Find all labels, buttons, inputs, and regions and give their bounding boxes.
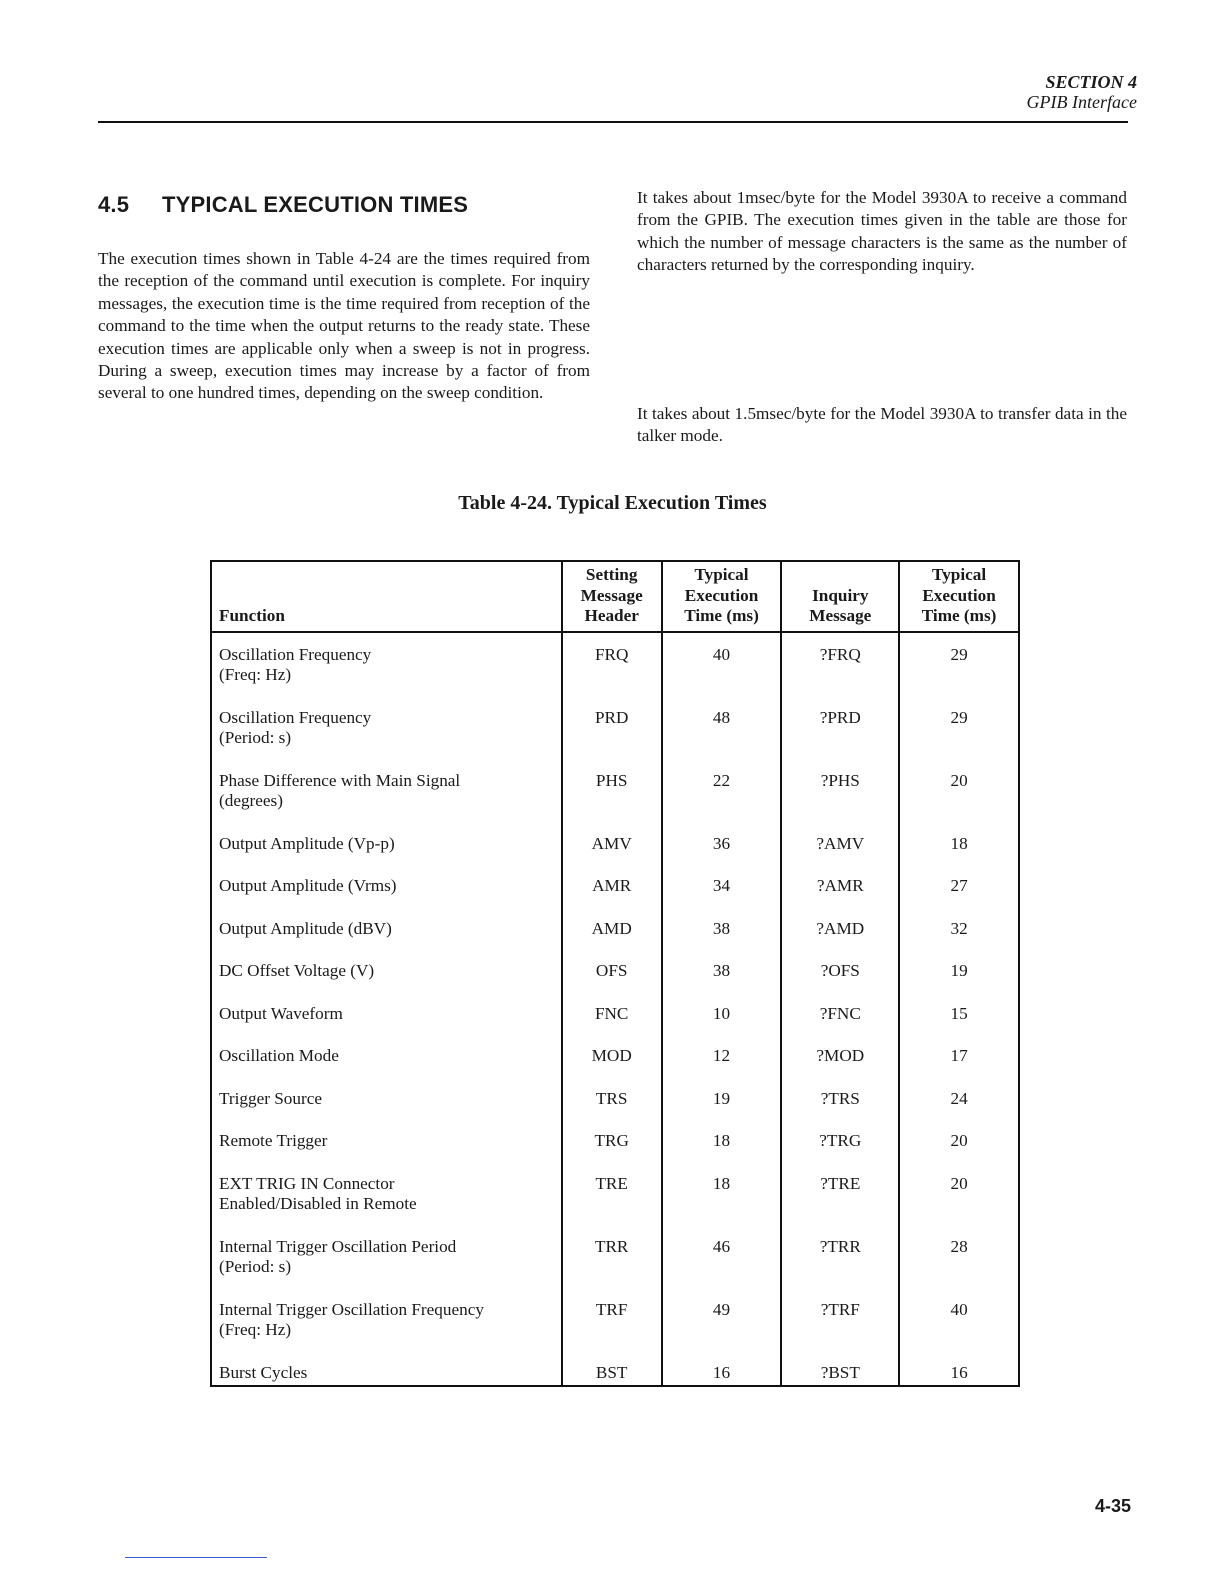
function-detail: (Freq: Hz) <box>219 1320 292 1339</box>
intro-paragraph: The execution times shown in Table 4-24 are the times required from the reception of the command until execution is complete. For inquiry messages, the execution time is the time required from reception of the command to the time when the output returns to the ready state. These execution times are applicable only when a sweep is not in progress. During a sweep, execution times may increase by a factor of from several to one hundred times, depending on the sweep condition. <box>98 249 590 403</box>
table-row <box>211 771 1019 834</box>
inquiry-message-cell: ?MOD <box>781 1046 899 1089</box>
inquiry-exec-time-cell: 20 <box>899 1131 1019 1174</box>
function-name: Remote Trigger <box>219 1131 328 1150</box>
setting-header-cell: TRE <box>562 1174 662 1237</box>
execution-times-table <box>210 560 1020 1387</box>
setting-header-cell: PHS <box>562 771 662 834</box>
table-row <box>211 961 1019 1004</box>
setting-exec-time-cell: 49 <box>662 1300 782 1363</box>
function-name: Output Amplitude (Vrms) <box>219 876 397 895</box>
function-cell <box>211 1089 562 1132</box>
function-name: Trigger Source <box>219 1088 322 1108</box>
inquiry-message-cell: ?FRQ <box>781 632 899 708</box>
table-row <box>211 1131 1019 1174</box>
table-row <box>211 834 1019 877</box>
inquiry-exec-time-cell: 28 <box>899 1237 1019 1300</box>
header-inquiry-message: Inquiry Message <box>781 561 899 632</box>
setting-exec-time-cell: 36 <box>662 834 782 877</box>
table-row <box>211 632 1019 708</box>
inquiry-message-cell: ?FNC <box>781 1004 899 1047</box>
function-detail: (Freq: Hz) <box>219 665 292 684</box>
setting-exec-time-cell: 18 <box>662 1131 782 1174</box>
function-cell <box>211 1131 562 1174</box>
table-row <box>211 876 1019 919</box>
inquiry-exec-time-cell: 15 <box>899 1004 1019 1047</box>
setting-header-cell: TRG <box>562 1131 662 1174</box>
heading-title: TYPICAL EXECUTION TIMES <box>162 192 469 217</box>
inquiry-exec-time-cell: 32 <box>899 919 1019 962</box>
function-name: Oscillation Mode <box>219 1046 339 1065</box>
inquiry-exec-time-cell: 27 <box>899 876 1019 919</box>
table-row <box>211 1004 1019 1047</box>
setting-exec-time-cell: 38 <box>662 919 782 962</box>
header-setting-exec-time: Typical Execution Time (ms) <box>662 561 782 632</box>
setting-exec-time-cell: 48 <box>662 708 782 771</box>
function-cell <box>211 1046 562 1089</box>
table-body <box>211 632 1019 1387</box>
table-row <box>211 1046 1019 1089</box>
function-name: Internal Trigger Oscillation Period <box>219 1236 457 1256</box>
function-name: EXT TRIG IN Connector <box>219 1173 395 1193</box>
setting-exec-time-cell: 19 <box>662 1089 782 1132</box>
inquiry-message-cell: ?TRS <box>781 1089 899 1132</box>
inquiry-exec-time-cell: 16 <box>899 1363 1019 1387</box>
setting-exec-time-cell: 22 <box>662 771 782 834</box>
setting-header-cell: AMD <box>562 919 662 962</box>
heading-number: 4.5 <box>98 192 130 217</box>
function-detail: (Period: s) <box>219 1257 292 1276</box>
setting-header-cell: TRF <box>562 1300 662 1363</box>
function-detail: (degrees) <box>219 791 283 810</box>
setting-exec-time-cell: 16 <box>662 1363 782 1387</box>
function-name: Oscillation Frequency <box>219 644 372 664</box>
header-inquiry-exec-time: Typical Execution Time (ms) <box>899 561 1019 632</box>
inquiry-message-cell: ?AMV <box>781 834 899 877</box>
section-heading <box>98 192 468 218</box>
setting-header-cell: TRS <box>562 1089 662 1132</box>
header-setting-message: Setting Message Header <box>562 561 662 632</box>
inquiry-message-cell: ?AMR <box>781 876 899 919</box>
section-label: SECTION 4 <box>1045 72 1137 92</box>
inquiry-message-cell: ?TRG <box>781 1131 899 1174</box>
setting-header-cell: TRR <box>562 1237 662 1300</box>
footer-link-underline <box>125 1557 267 1558</box>
header-rule <box>98 121 1128 123</box>
setting-header-cell: FRQ <box>562 632 662 708</box>
table-row <box>211 1300 1019 1363</box>
setting-header-cell: FNC <box>562 1004 662 1047</box>
inquiry-exec-time-cell: 29 <box>899 632 1019 708</box>
setting-exec-time-cell: 18 <box>662 1174 782 1237</box>
setting-exec-time-cell: 12 <box>662 1046 782 1089</box>
table-row <box>211 1089 1019 1132</box>
table-header-row <box>211 561 1019 632</box>
function-cell <box>211 1004 562 1047</box>
function-cell <box>211 1300 562 1363</box>
inquiry-message-cell: ?PHS <box>781 771 899 834</box>
inquiry-exec-time-cell: 29 <box>899 708 1019 771</box>
inquiry-exec-time-cell: 20 <box>899 1174 1019 1237</box>
inquiry-exec-time-cell: 18 <box>899 834 1019 877</box>
function-cell <box>211 919 562 962</box>
page-number: 4-35 <box>1094 1496 1131 1516</box>
section-subtitle: GPIB Interface <box>1026 92 1137 112</box>
function-cell <box>211 876 562 919</box>
table-title: Table 4-24. Typical Execution Times <box>458 492 767 514</box>
table-row <box>211 919 1019 962</box>
inquiry-message-cell: ?PRD <box>781 708 899 771</box>
inquiry-message-cell: ?TRE <box>781 1174 899 1237</box>
inquiry-exec-time-cell: 17 <box>899 1046 1019 1089</box>
inquiry-message-cell: ?AMD <box>781 919 899 962</box>
function-name: Internal Trigger Oscillation Frequency <box>219 1299 484 1319</box>
function-cell <box>211 708 562 771</box>
setting-exec-time-cell: 10 <box>662 1004 782 1047</box>
table-row <box>211 1174 1019 1237</box>
setting-header-cell: BST <box>562 1363 662 1387</box>
inquiry-message-cell: ?OFS <box>781 961 899 1004</box>
setting-header-cell: AMV <box>562 834 662 877</box>
function-name: Output Waveform <box>219 1003 343 1023</box>
inquiry-message-cell: ?BST <box>781 1363 899 1387</box>
table-row <box>211 1363 1019 1387</box>
setting-header-cell: OFS <box>562 961 662 1004</box>
receive-rate-paragraph: It takes about 1msec/byte for the Model 3930A to receive a command from the GPIB. The execution times given in the table are those for which the number of message characters is the same as the number of characters returned by the corresponding inquiry. <box>637 188 1127 275</box>
function-cell <box>211 961 562 1004</box>
function-name: Output Amplitude (Vp-p) <box>219 833 395 853</box>
inquiry-message-cell: ?TRR <box>781 1237 899 1300</box>
function-cell <box>211 632 562 708</box>
setting-exec-time-cell: 46 <box>662 1237 782 1300</box>
function-name: DC Offset Voltage (V) <box>219 961 375 980</box>
function-cell <box>211 1237 562 1300</box>
header-function: Function <box>219 606 285 625</box>
function-detail: Enabled/Disabled in Remote <box>219 1194 417 1213</box>
page-header <box>1027 72 1137 112</box>
table-row <box>211 1237 1019 1300</box>
setting-header-cell: AMR <box>562 876 662 919</box>
function-cell <box>211 1174 562 1237</box>
function-name: Output Amplitude (dBV) <box>219 918 392 938</box>
setting-header-cell: PRD <box>562 708 662 771</box>
inquiry-exec-time-cell: 20 <box>899 771 1019 834</box>
inquiry-exec-time-cell: 40 <box>899 1300 1019 1363</box>
function-cell <box>211 834 562 877</box>
inquiry-exec-time-cell: 24 <box>899 1089 1019 1132</box>
function-name: Burst Cycles <box>219 1362 308 1382</box>
inquiry-exec-time-cell: 19 <box>899 961 1019 1004</box>
function-name: Phase Difference with Main Signal <box>219 770 461 790</box>
function-name: Oscillation Frequency <box>219 707 372 727</box>
setting-exec-time-cell: 34 <box>662 876 782 919</box>
setting-exec-time-cell: 40 <box>662 632 782 708</box>
function-cell <box>211 1363 562 1387</box>
function-detail: (Period: s) <box>219 728 292 747</box>
inquiry-message-cell: ?TRF <box>781 1300 899 1363</box>
setting-exec-time-cell: 38 <box>662 961 782 1004</box>
function-cell <box>211 771 562 834</box>
table-row <box>211 708 1019 771</box>
transfer-rate-paragraph: It takes about 1.5msec/byte for the Model 3930A to transfer data in the talker mode. <box>637 404 1127 446</box>
setting-header-cell: MOD <box>562 1046 662 1089</box>
